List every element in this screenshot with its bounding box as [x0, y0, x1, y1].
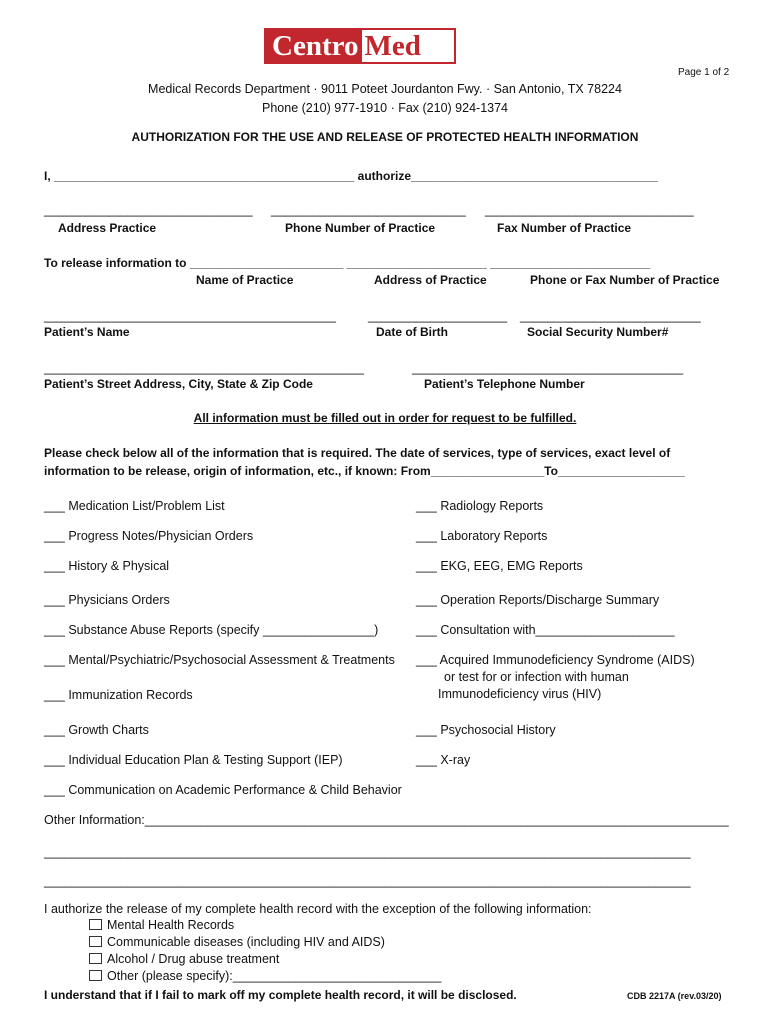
ssn-label: Social Security Number# [527, 325, 669, 339]
fax-practice-label: Fax Number of Practice [497, 221, 632, 235]
centromed-logo [264, 28, 456, 64]
item-medication-list[interactable]: ___ Medication List/Problem List [44, 499, 225, 513]
ssn-blank[interactable]: __________________________ [520, 309, 701, 323]
item-psychosocial-history[interactable]: ___ Psychosocial History [416, 723, 556, 737]
exception-mental-health[interactable] [89, 918, 234, 932]
item-immunization[interactable]: ___ Immunization Records [44, 688, 193, 702]
dob-blank[interactable]: ____________________ [368, 309, 508, 323]
exception-other[interactable] [89, 969, 441, 983]
alcohol-drug-label: Alcohol / Drug abuse treatment [107, 952, 280, 966]
other-checkbox[interactable] [89, 970, 102, 981]
item-aids-line-2: or test for or infection with human [444, 670, 629, 684]
item-history-physical[interactable]: ___ History & Physical [44, 559, 170, 573]
other-blank-line-2[interactable]: _____________________________________________________________________________________________ [44, 874, 691, 888]
other-blank-line-1[interactable]: _____________________________________________________________________________________________ [44, 845, 691, 859]
department-phone: Phone (210) 977-1910 · Fax (210) 924-1374 [262, 101, 508, 115]
exception-intro: I authorize the release of my complete health record with the exception of the following information: [44, 902, 592, 916]
patient-address-blank[interactable]: ______________________________________________ [44, 361, 364, 375]
phone-practice-blank[interactable]: ____________________________ [271, 203, 466, 217]
release-address-label: Address of Practice [374, 273, 487, 287]
alcohol-drug-checkbox[interactable] [89, 953, 102, 964]
dob-label: Date of Birth [376, 325, 448, 339]
item-mental-psychiatric[interactable]: ___ Mental/Psychiatric/Psychosocial Assessment & Treatments [44, 653, 395, 667]
department-address: Medical Records Department · 9011 Poteet Jourdanton Fwy. · San Antonio, TX 78224 [148, 82, 622, 96]
authorize-line[interactable]: I, _____________________________________________ authorize_____________________________________ [44, 169, 658, 183]
item-consultation[interactable]: ___ Consultation with____________________ [416, 623, 675, 637]
form-code: CDB 2217A (rev.03/20) [627, 991, 722, 1001]
mental-health-label: Mental Health Records [107, 918, 235, 932]
item-iep[interactable]: ___ Individual Education Plan & Testing Support (IEP) [44, 753, 343, 767]
item-physicians-orders[interactable]: ___ Physicians Orders [44, 593, 170, 607]
item-ekg-eeg-emg[interactable]: ___ EKG, EEG, EMG Reports [416, 559, 583, 573]
item-growth-charts[interactable]: ___ Growth Charts [44, 723, 149, 737]
fax-practice-blank[interactable]: ______________________________ [485, 203, 694, 217]
address-practice-blank[interactable]: ______________________________ [44, 203, 253, 217]
exception-alcohol-drug[interactable] [89, 952, 279, 966]
patient-name-label: Patient’s Name [44, 325, 130, 339]
item-xray[interactable]: ___ X-ray [416, 753, 471, 767]
release-name-label: Name of Practice [196, 273, 294, 287]
communicable-label: Communicable diseases (including HIV and AIDS) [107, 935, 385, 949]
item-laboratory[interactable]: ___ Laboratory Reports [416, 529, 548, 543]
mental-health-checkbox[interactable] [89, 919, 102, 930]
other-label: Other (please specify):______________________________ [107, 969, 442, 983]
patient-name-blank[interactable]: __________________________________________ [44, 309, 336, 323]
form-title: AUTHORIZATION FOR THE USE AND RELEASE OF PROTECTED HEALTH INFORMATION [131, 130, 639, 144]
instructions-line-1: Please check below all of the information that is required. The date of services, type of services, exact level of [44, 446, 671, 460]
item-radiology[interactable]: ___ Radiology Reports [416, 499, 544, 513]
release-line[interactable]: To release information to _______________________ _____________________ ________________________ [44, 256, 651, 270]
phone-practice-label: Phone Number of Practice [285, 221, 436, 235]
item-progress-notes[interactable]: ___ Progress Notes/Physician Orders [44, 529, 254, 543]
address-practice-label: Address Practice [58, 221, 157, 235]
patient-phone-label: Patient’s Telephone Number [424, 377, 585, 391]
item-substance-abuse[interactable]: ___ Substance Abuse Reports (specify ________________) [44, 623, 379, 637]
item-aids[interactable]: ___ Acquired Immunodeficiency Syndrome (AIDS) [416, 653, 695, 667]
item-academic-communication[interactable]: ___ Communication on Academic Performance & Child Behavior [44, 783, 402, 797]
release-phone-label: Phone or Fax Number of Practice [530, 273, 720, 287]
exception-communicable[interactable] [89, 935, 385, 949]
item-operation-reports[interactable]: ___ Operation Reports/Discharge Summary [416, 593, 660, 607]
instructions-line-2[interactable]: information to be release, origin of information, etc., if known: From_________________To___________________ [44, 464, 685, 478]
logo-med: Med [364, 29, 421, 62]
item-aids-line-3: Immunodeficiency virus (HIV) [438, 687, 602, 701]
logo-centro: Centro [266, 30, 362, 62]
patient-phone-blank[interactable]: _______________________________________ [412, 361, 684, 375]
patient-address-label: Patient’s Street Address, City, State & Zip Code [44, 377, 313, 391]
required-notice: All information must be filled out in order for request to be fulfilled. [193, 411, 577, 425]
communicable-checkbox[interactable] [89, 936, 102, 947]
disclosure-statement: I understand that if I fail to mark off my complete health record, it will be disclosed. [44, 988, 517, 1002]
page-number: Page 1 of 2 [678, 67, 730, 78]
other-information-line[interactable]: Other Information:____________________________________________________________________________________ [44, 813, 729, 827]
